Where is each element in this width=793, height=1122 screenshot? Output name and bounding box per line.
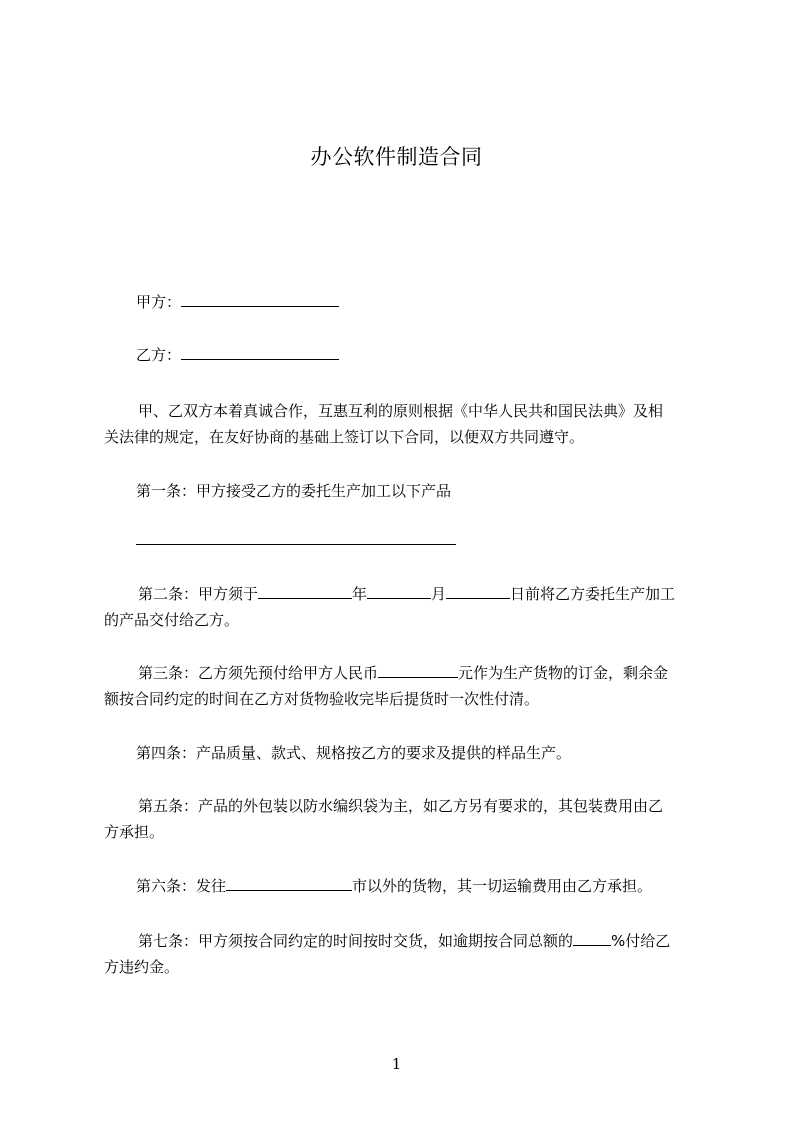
product-blank-line[interactable] <box>136 544 456 545</box>
article-5-line-1: 第五条：产品的外包装以防水编织袋为主，如乙方另有要求的，其包装费用由乙 <box>138 797 664 815</box>
article-3-suffix: 元作为生产货物的订金，剩余金 <box>458 664 669 682</box>
article-7-prefix: 第七条：甲方须按合同约定的时间按时交货，如逾期按合同总额的 <box>138 932 574 950</box>
party-b-line <box>104 345 736 365</box>
party-a-line <box>104 292 736 312</box>
article-7-percent-blank[interactable] <box>573 931 611 946</box>
article-4: 第四条：产品质量、款式、规格按乙方的要求及提供的样品生产。 <box>136 744 572 762</box>
article-2-month-blank[interactable] <box>367 584 431 599</box>
article-7-line-1 <box>104 931 738 951</box>
article-2-month-label: 月 <box>431 585 447 603</box>
article-2-line-2: 的产品交付给乙方。 <box>104 611 240 629</box>
article-6-city-blank[interactable] <box>226 876 352 891</box>
preamble-line-2: 关法律的规定，在友好协商的基础上签订以下合同，以便双方共同遵守。 <box>104 428 585 446</box>
party-b-blank[interactable] <box>181 345 339 360</box>
article-3-amount-blank[interactable] <box>378 663 458 678</box>
article-2-year-blank[interactable] <box>258 584 352 599</box>
article-5-line-2: 方承担。 <box>104 823 165 841</box>
article-2-prefix: 第二条：甲方须于 <box>138 585 259 603</box>
article-3-prefix: 第三条：乙方须先预付给甲方人民币 <box>138 664 379 682</box>
article-2-day-blank[interactable] <box>446 584 510 599</box>
article-3-line-2: 额按合同约定的时间在乙方对货物验收完毕后提货时一次性付清。 <box>104 690 540 708</box>
article-1: 第一条：甲方接受乙方的委托生产加工以下产品 <box>136 482 452 500</box>
article-3-line-1 <box>104 663 738 683</box>
article-6-prefix: 第六条：发往 <box>136 877 227 895</box>
article-7-line-2: 方违约金。 <box>104 958 180 976</box>
document-title: 办公软件制造合同 <box>310 145 483 169</box>
article-7-suffix: %付给乙 <box>611 932 671 950</box>
article-2-year-label: 年 <box>352 585 368 603</box>
preamble-line-1: 甲、乙双方本着真诚合作，互惠互利的原则根据《中华人民共和国民法典》及相 <box>138 402 664 420</box>
party-a-blank[interactable] <box>181 292 339 307</box>
party-b-label: 乙方： <box>136 346 182 364</box>
article-2-line-1 <box>104 584 738 604</box>
article-6-suffix: 市以外的货物，其一切运输费用由乙方承担。 <box>352 877 653 895</box>
article-2-suffix: 日前将乙方委托生产加工 <box>510 585 676 603</box>
article-6 <box>104 876 736 896</box>
party-a-label: 甲方： <box>136 293 182 311</box>
page-number: 1 <box>391 1055 402 1073</box>
